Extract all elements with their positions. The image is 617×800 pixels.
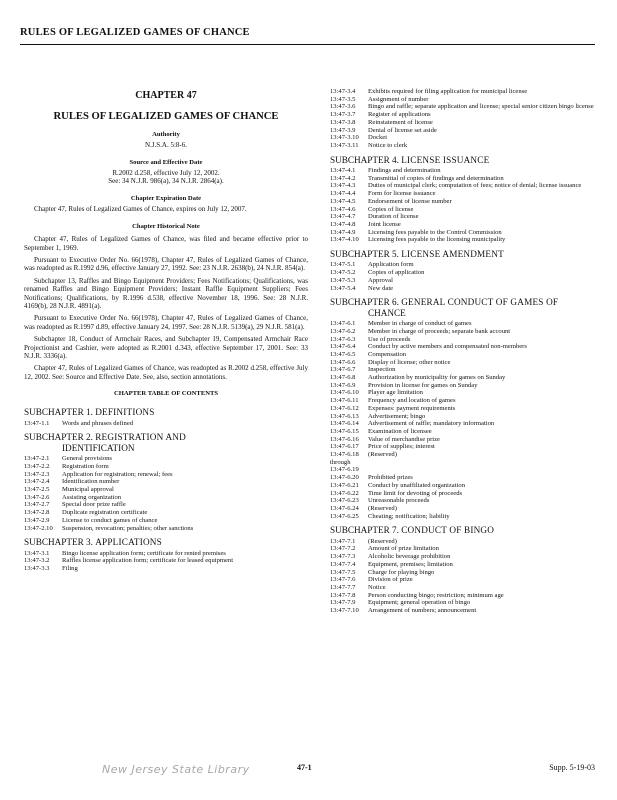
section-number: 13:47-2.4 — [24, 478, 50, 486]
section-number: 13:47-6.10 — [330, 389, 359, 397]
toc-entry — [24, 463, 308, 471]
supplement-date: Supp. 5-19-03 — [549, 763, 595, 772]
section-number: 13:47-2.6 — [24, 493, 50, 501]
section-number: 13:47-1.1 — [24, 419, 50, 427]
section-number: 13:47-6.8 — [330, 374, 356, 382]
section-number: 13:47-3.5 — [330, 95, 356, 103]
subchapter-title-cont: IDENTIFICATION — [62, 442, 135, 453]
section-title: Words and phrases defined — [62, 419, 134, 427]
toc-entry — [330, 451, 595, 474]
section-title: Provision in license for games on Sunday — [368, 381, 478, 389]
history-paragraph: Pursuant to Executive Order No. 66(1978), Chapter 47, Rules of Legalized Games of Chance, was readopted as R.1992 d.96, effective January 27, 1992. See: 23 N.J.R. 2638(b), 24 N.J.R. 854(a). — [24, 256, 308, 273]
section-title: Authorization by municipality for games on Sunday — [368, 374, 506, 382]
toc-entry — [330, 366, 595, 374]
history-paragraph: Chapter 47, Rules of Legalized Games of Chance, was readopted as R.2002 d.258, effective July 12, 2002. See: Source and Effective Date. See, also, section annotations. — [24, 364, 308, 381]
section-title: License to conduct games of chance — [62, 516, 158, 524]
toc-entry — [330, 277, 595, 285]
subchapter-label: SUBCHAPTER 1. — [24, 407, 93, 418]
section-title: Form for license issuance — [368, 190, 436, 198]
toc-entry — [330, 236, 595, 244]
section-number: 13:47-6.3 — [330, 335, 356, 343]
toc-entry — [330, 96, 595, 104]
section-title: Registration form — [62, 462, 109, 470]
toc-entry — [330, 229, 595, 237]
subchapter-entries — [24, 550, 308, 573]
section-number: 13:47-6.22 — [330, 489, 359, 497]
toc-entry — [24, 525, 308, 533]
toc-entry — [330, 103, 595, 111]
section-title: Prohibited prizes — [368, 474, 413, 482]
section-title: Advertisement of raffle; mandatory information — [368, 420, 495, 428]
toc-entry — [330, 167, 595, 175]
section-number: 13:47-3.4 — [330, 88, 356, 95]
section-number: 13:47-2.1 — [24, 455, 50, 463]
section-number: 13:47-5.1 — [330, 261, 356, 269]
toc-entry — [330, 328, 595, 336]
section-number: 13:47-2.10 — [24, 524, 53, 532]
section-number: 13:47-6.2 — [330, 327, 356, 335]
subchapter-heading — [330, 155, 595, 165]
section-title: Assisting organization — [62, 493, 122, 501]
section-title: Approval — [368, 276, 393, 284]
section-title: Equipment, premises; limitation — [368, 560, 453, 568]
section-number: 13:47-4.3 — [330, 182, 356, 190]
toc-entry — [24, 550, 308, 558]
library-stamp: New Jersey State Library — [102, 763, 250, 776]
section-number: 13:47-5.4 — [330, 284, 356, 292]
section-number: 13:47-6.17 — [330, 443, 359, 451]
section-number: 13:47-6.24 — [330, 504, 359, 512]
section-title: (Reserved) — [368, 504, 397, 512]
source-heading: Source and Effective Date — [129, 158, 203, 166]
toc-entry — [330, 513, 595, 521]
toc-entry — [24, 517, 308, 525]
section-number: 13:47-6.6 — [330, 358, 356, 366]
toc-entry — [330, 553, 595, 561]
toc-entry — [24, 509, 308, 517]
section-title: Examination of licensee — [368, 427, 432, 435]
section-title: Frequency and location of games — [368, 397, 456, 405]
section-title: Duration of license — [368, 213, 419, 221]
subchapter-entries — [330, 538, 595, 615]
toc-entry — [330, 389, 595, 397]
section-number: 13:47-4.4 — [330, 190, 356, 198]
toc-entry — [330, 182, 595, 190]
section-title: Member in charge of conduct of games — [368, 320, 472, 328]
section-title: Suspension, revocation; penalties; other sanctions — [62, 524, 194, 532]
section-number: 13:47-6.15 — [330, 427, 359, 435]
toc-entry — [330, 269, 595, 277]
subchapter-entries — [330, 167, 595, 244]
toc-entry — [330, 505, 595, 513]
toc-entry — [330, 285, 595, 293]
section-title: Endorsement of license number — [368, 197, 452, 205]
section-title: Arrangement of numbers; announcement — [368, 607, 477, 615]
toc-entry — [24, 486, 308, 494]
subchapter-label: SUBCHAPTER 6. — [330, 297, 399, 308]
section-title: Joint license — [368, 220, 401, 228]
section-title: Application for registration; renewal; fees — [62, 470, 173, 478]
authority-heading: Authority — [152, 131, 180, 138]
toc-entry — [330, 190, 595, 198]
subchapter-heading — [330, 249, 595, 259]
toc-entry — [330, 198, 595, 206]
toc-entry — [24, 565, 308, 573]
section-title: Inspection — [368, 366, 396, 374]
toc-entry — [330, 343, 595, 351]
toc-entry — [330, 88, 595, 96]
section-number: 13:47-7.3 — [330, 553, 356, 561]
section-number: 13:47-6.5 — [330, 350, 356, 358]
section-number: 13:47-6.13 — [330, 412, 359, 420]
section-title: Licensing fees payable to the licensing municipality — [368, 236, 506, 244]
section-number: 13:47-3.10 — [330, 134, 359, 142]
section-number: 13:47-2.2 — [24, 462, 50, 470]
toc-entry — [330, 111, 595, 119]
section-number: 13:47-4.1 — [330, 167, 356, 175]
section-title: Docket — [368, 134, 388, 142]
history-notes — [24, 235, 308, 381]
section-title: Member in charge of proceeds; separate bank account — [368, 327, 511, 335]
header-rule — [20, 44, 595, 45]
section-title: Display of license; other notice — [368, 358, 451, 366]
toc-entry — [330, 428, 595, 436]
history-paragraph: Pursuant to Executive Order No. 66(1978), Chapter 47, Rules of Legalized Games of Chance, was readopted as R.1997 d.89, effective January 24, 1997. See: 28 N.J.R. 5139(a), 29 N.J.R. 581(a). — [24, 314, 308, 331]
subchapter-label: SUBCHAPTER 5. — [330, 249, 399, 260]
section-title: Raffles license application form; certificate for leased equipment — [62, 557, 234, 565]
section-number: 13:47-7.5 — [330, 568, 356, 576]
section-title: Conduct by active members and compensated non-members — [368, 343, 527, 351]
section-number: 13:47-5.3 — [330, 276, 356, 284]
section-number: 13:47-7.6 — [330, 576, 356, 584]
toc-entry — [330, 420, 595, 428]
section-title: Advertisement; bingo — [368, 412, 426, 420]
subchapter-label: SUBCHAPTER 2. — [24, 432, 93, 443]
section-title: Reinstatement of license — [368, 118, 433, 126]
section-number: 13:47-3.6 — [330, 103, 356, 111]
toc-entry — [330, 569, 595, 577]
section-title: Player age limitation — [368, 389, 423, 397]
section-title: Time limit for devoting of proceeds — [368, 489, 463, 497]
subchapter-label: SUBCHAPTER 7. — [330, 525, 399, 536]
chapter-title: RULES OF LEGALIZED GAMES OF CHANCE — [53, 111, 279, 122]
right-top-entries — [330, 88, 595, 150]
subchapter-title: APPLICATIONS — [95, 537, 162, 548]
section-number: 13:47-4.2 — [330, 174, 356, 182]
section-number: 13:47-6.7 — [330, 366, 356, 374]
section-number: 13:47-2.3 — [24, 470, 50, 478]
section-number: 13:47-3.1 — [24, 549, 50, 557]
toc-entry — [330, 545, 595, 553]
source-line: R.2002 d.258, effective July 12, 2002. — [112, 168, 220, 177]
section-number: 13:47-6.23 — [330, 497, 359, 505]
toc-entry — [330, 405, 595, 413]
section-number: 13:47-7.7 — [330, 584, 356, 591]
section-number: 13:47-2.9 — [24, 516, 50, 524]
subchapter-entries — [24, 420, 308, 428]
toc-entry — [330, 538, 595, 546]
section-title: Special door prize raffle — [62, 501, 126, 509]
subchapter-label: SUBCHAPTER 3. — [24, 537, 93, 548]
section-title: Filing — [62, 565, 78, 573]
section-title: Bingo license application form; certificate for rented premises — [62, 549, 226, 557]
subchapter-heading — [24, 407, 308, 417]
toc-entry — [330, 119, 595, 127]
section-number: 13:47-3.9 — [330, 126, 356, 134]
toc-entry — [330, 382, 595, 390]
section-title: General provisions — [62, 455, 112, 463]
subchapter-title: CONDUCT OF BINGO — [401, 525, 495, 536]
section-number: 13:47-4.6 — [330, 205, 356, 213]
right-toc — [330, 155, 595, 615]
history-paragraph: Subchapter 13, Raffles and Bingo Equipment Providers; Fees Notifications; Qualifications, was renamed Raffles and Bingo Equipment Providers; Instant Raffle Equipment Suppliers; Fees Notifications; Qualifications, by R.1996 d.538, effective November 18, 1996. See: 28 N.J.R. 4169(b), 28 N.J.R. 4891(a). — [24, 276, 308, 311]
section-number: 13:47-4.7 — [330, 213, 356, 221]
section-number: 13:47-6.14 — [330, 420, 359, 428]
toc-entry — [330, 474, 595, 482]
page-folio: 47-1 — [297, 763, 312, 772]
subchapter-heading — [330, 525, 595, 535]
section-title: Person conducting bingo; restriction; minimum age — [368, 591, 504, 599]
subchapter-heading — [330, 297, 595, 318]
left-column — [24, 88, 308, 578]
toc-entry — [330, 436, 595, 444]
toc-entry — [330, 397, 595, 405]
toc-entry — [24, 455, 308, 463]
toc-entry — [330, 261, 595, 269]
expiration-text: Chapter 47, Rules of Legalized Games of Chance, expires on July 12, 2007. — [34, 204, 247, 213]
toc-entry — [24, 478, 308, 486]
subchapter-entries — [330, 261, 595, 292]
section-title: Equipment; general operation of bingo — [368, 599, 471, 607]
section-title: Notice — [368, 584, 386, 591]
history-paragraph: Chapter 47, Rules of Legalized Games of Chance, was filed and became effective prior to September 1, 1969. — [24, 235, 308, 252]
subchapter-entries — [24, 455, 308, 532]
section-title: Notice to clerk — [368, 141, 408, 149]
toc-entry — [24, 557, 308, 565]
toc-entry — [330, 359, 595, 367]
section-number: 13:47-3.7 — [330, 111, 356, 119]
section-number: 13:47-6.9 — [330, 381, 356, 389]
history-paragraph: Subchapter 18, Conduct of Armchair Races, and Subchapter 19, Compensated Armchair Race Projectionist and Cashier, were adopted as R.2001 d.343, effective September 17, 2001. See: 33 N.J.R. 3336(a). — [24, 335, 308, 361]
subchapter-entries — [330, 320, 595, 520]
section-title: Value of merchandise prize — [368, 435, 440, 443]
section-title: Unreasonable proceeds — [368, 497, 430, 505]
subchapter-label: SUBCHAPTER 4. — [330, 154, 399, 165]
section-title: Price of supplies; interest — [368, 443, 435, 451]
section-number: 13:47-6.11 — [330, 397, 359, 405]
section-title: Register of applications — [368, 111, 431, 119]
section-number: 13:47-6.12 — [330, 404, 359, 412]
section-title: New date — [368, 284, 394, 292]
section-title: Application form — [368, 261, 414, 269]
toc-entry — [330, 490, 595, 498]
section-title: Compensation — [368, 350, 407, 358]
section-title: Cheating; notification; liability — [368, 512, 450, 520]
section-number: 13:47-4.5 — [330, 197, 356, 205]
subchapter-title: REGISTRATION AND — [95, 432, 186, 443]
section-title: (Reserved) — [368, 451, 397, 459]
toc-entry — [330, 561, 595, 569]
section-number: 13:47-3.2 — [24, 557, 50, 565]
section-title: Transmittal of copies of findings and determination — [368, 174, 504, 182]
subchapter-heading — [24, 537, 308, 547]
subchapter-title: LICENSE AMENDMENT — [401, 249, 504, 260]
toc-entry — [330, 584, 595, 592]
toc-entry — [24, 420, 308, 428]
section-title: Exhibits required for filing application for municipal license — [368, 88, 528, 95]
toc-entry — [330, 497, 595, 505]
toc-entry — [330, 336, 595, 344]
toc-entry — [330, 592, 595, 600]
section-title: Identification number — [62, 478, 120, 486]
section-number: 13:47-7.2 — [330, 545, 356, 553]
section-number: 13:47-3.3 — [24, 565, 50, 573]
toc-entry — [24, 501, 308, 509]
section-number: 13:47-6.18 through 13:47-6.19 — [330, 451, 359, 474]
section-number: 13:47-7.9 — [330, 599, 356, 607]
subchapter-heading — [24, 432, 308, 453]
section-number: 13:47-4.10 — [330, 236, 359, 244]
section-number: 13:47-6.20 — [330, 474, 359, 482]
toc-entry — [330, 351, 595, 359]
section-title: Licensing fees payable to the Control Commission — [368, 228, 502, 236]
toc-entry — [330, 413, 595, 421]
section-title: Expenses: payment requirements — [368, 404, 456, 412]
section-title: (Reserved) — [368, 537, 397, 545]
section-number: 13:47-7.4 — [330, 560, 356, 568]
chapter-number: CHAPTER 47 — [135, 90, 197, 101]
toc-entry — [24, 471, 308, 479]
section-number: 13:47-6.1 — [330, 320, 356, 328]
section-title: Assignment of number — [368, 95, 429, 103]
section-title: Duties of municipal clerk; computation of fees; notice of denial; license issuance — [368, 182, 582, 190]
section-number: 13:47-5.2 — [330, 269, 356, 277]
toc-entry — [330, 134, 595, 142]
section-title: Amount of prize limitation — [368, 545, 439, 553]
subchapter-title: DEFINITIONS — [95, 407, 155, 418]
subchapter-title: GENERAL CONDUCT OF GAMES OF — [401, 297, 559, 308]
section-title: Use of proceeds — [368, 335, 411, 343]
section-number: 13:47-6.21 — [330, 481, 359, 489]
toc-entry — [330, 221, 595, 229]
section-title: Findings and determination — [368, 167, 441, 175]
toc-heading: CHAPTER TABLE OF CONTENTS — [113, 390, 219, 398]
section-number: 13:47-2.5 — [24, 486, 50, 494]
toc-entry — [330, 374, 595, 382]
section-title: Duplicate registration certificate — [62, 509, 148, 517]
toc-entry — [330, 443, 595, 451]
source-line: See: 34 N.J.R. 986(a), 34 N.J.R. 2864(a). — [108, 177, 224, 186]
section-number: 13:47-3.8 — [330, 118, 356, 126]
toc-entry — [330, 206, 595, 214]
right-column — [330, 88, 595, 620]
section-title: Bingo and raffle; separate application and license; special senior citizen bingo license — [368, 103, 594, 111]
toc-entry — [330, 576, 595, 584]
subchapter-title: LICENSE ISSUANCE — [401, 154, 490, 165]
subchapter-title-cont: CHANCE — [368, 307, 406, 318]
left-toc — [24, 407, 308, 572]
toc-entry — [330, 213, 595, 221]
expiration-heading: Chapter Expiration Date — [130, 194, 202, 202]
section-number: 13:47-6.25 — [330, 512, 359, 520]
section-title: Copies of application — [368, 269, 425, 277]
authority-text: N.J.S.A. 5:8-6. — [144, 141, 187, 149]
history-heading: Chapter Historical Note — [132, 223, 200, 231]
section-number: 13:47-7.1 — [330, 537, 356, 545]
toc-entry — [330, 607, 595, 615]
section-number: 13:47-7.10 — [330, 607, 359, 615]
toc-entry — [330, 482, 595, 490]
section-title: Charge for playing bingo — [368, 568, 435, 576]
section-number: 13:47-2.8 — [24, 509, 50, 517]
section-number: 13:47-6.4 — [330, 343, 356, 351]
section-title: Denial of license set aside — [368, 126, 437, 134]
running-head: RULES OF LEGALIZED GAMES OF CHANCE — [20, 27, 250, 38]
section-number: 13:47-6.16 — [330, 435, 359, 443]
section-title: Copies of license — [368, 205, 414, 213]
section-number: 13:47-7.8 — [330, 591, 356, 599]
toc-entry — [330, 175, 595, 183]
toc-entry — [330, 599, 595, 607]
toc-entry — [330, 127, 595, 135]
section-title: Division of prize — [368, 576, 413, 584]
toc-entry — [330, 142, 595, 150]
section-number: 13:47-2.7 — [24, 501, 50, 509]
section-number: 13:47-3.11 — [330, 141, 359, 149]
section-title: Conduct by unaffiliated organization — [368, 481, 465, 489]
toc-entry — [330, 320, 595, 328]
section-number: 13:47-4.8 — [330, 220, 356, 228]
source-text — [24, 169, 308, 186]
section-title: Municipal approval — [62, 486, 114, 494]
toc-entry — [24, 494, 308, 502]
section-number: 13:47-4.9 — [330, 228, 356, 236]
section-title: Alcoholic beverage prohibition — [368, 553, 451, 561]
